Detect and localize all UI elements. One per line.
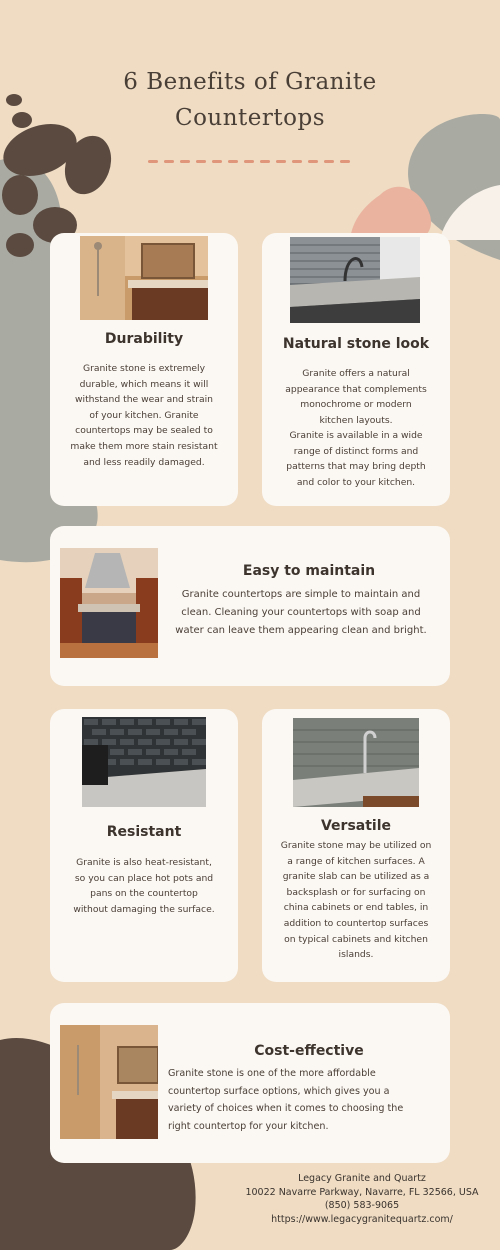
resistant-heading: Resistant	[106, 824, 182, 840]
title-line-1: 6 Benefits of Granite	[123, 69, 377, 95]
backsplash-photo	[82, 717, 206, 807]
company-phone: (850) 583-9065	[324, 1200, 400, 1211]
cost-effective-text: Granite stone is one of the more affordable countertop surface options, which gives you a variety of choices when it comes to choosing the right countertop for your kitchen.	[168, 1068, 404, 1132]
company-website[interactable]: https://www.legacygranitequartz.com/	[271, 1213, 453, 1225]
resistant-text: Granite is also heat-resistant, so you can place hot pots and pans on the countertop without damaging the surface.	[73, 857, 215, 915]
card-durability	[50, 233, 238, 506]
company-address: 10022 Navarre Parkway, Navarre, FL 32566, USA	[245, 1186, 479, 1198]
natural-stone-text-1: Granite offers a natural appearance that complements monochrome or modern kitchen layouts.	[285, 368, 427, 426]
company-name: Legacy Granite and Quartz	[298, 1173, 426, 1184]
faucet-photo	[293, 718, 419, 807]
card-resistant	[50, 709, 238, 982]
bathroom-photo	[80, 236, 208, 320]
card-easy-maintain	[50, 526, 450, 686]
versatile-heading: Versatile	[320, 818, 392, 834]
versatile-text: Granite stone may be utilized on a range of kitchen surfaces. A granite slab can be utilized as a backsplash or for surfacing on china cabinets or end tables, in addition to countertop surfaces on typical cabinets and kitchen islands.	[280, 840, 432, 961]
company-footer	[222, 1172, 500, 1226]
durability-heading: Durability	[104, 331, 184, 347]
cost-effective-heading: Cost-effective	[254, 1043, 364, 1059]
natural-stone-heading: Natural stone look	[282, 336, 430, 352]
kitchen-island-photo	[60, 548, 158, 658]
natural-stone-text-2: Granite is available in a wide range of distinct forms and patterns that may bring depth and color to your kitchen.	[286, 430, 426, 488]
card-cost-effective	[50, 1003, 450, 1163]
durability-text: Granite stone is extremely durable, which means it will withstand the wear and strain of your kitchen. Granite countertops may be sealed to make them more stain resistant and less readily damaged.	[70, 363, 218, 468]
bathroom-vanity-photo	[60, 1025, 158, 1139]
card-versatile	[262, 709, 450, 982]
easy-maintain-text: Granite countertops are simple to maintain and clean. Cleaning your countertops with soap and water can leave them appearing clean and bright.	[175, 589, 427, 636]
card-natural-stone	[262, 233, 450, 506]
page-title	[0, 64, 500, 136]
title-line-2: Countertops	[174, 105, 326, 131]
title-divider	[148, 160, 354, 164]
easy-maintain-heading: Easy to maintain	[242, 563, 376, 579]
kitchen-sink-photo	[290, 237, 420, 323]
